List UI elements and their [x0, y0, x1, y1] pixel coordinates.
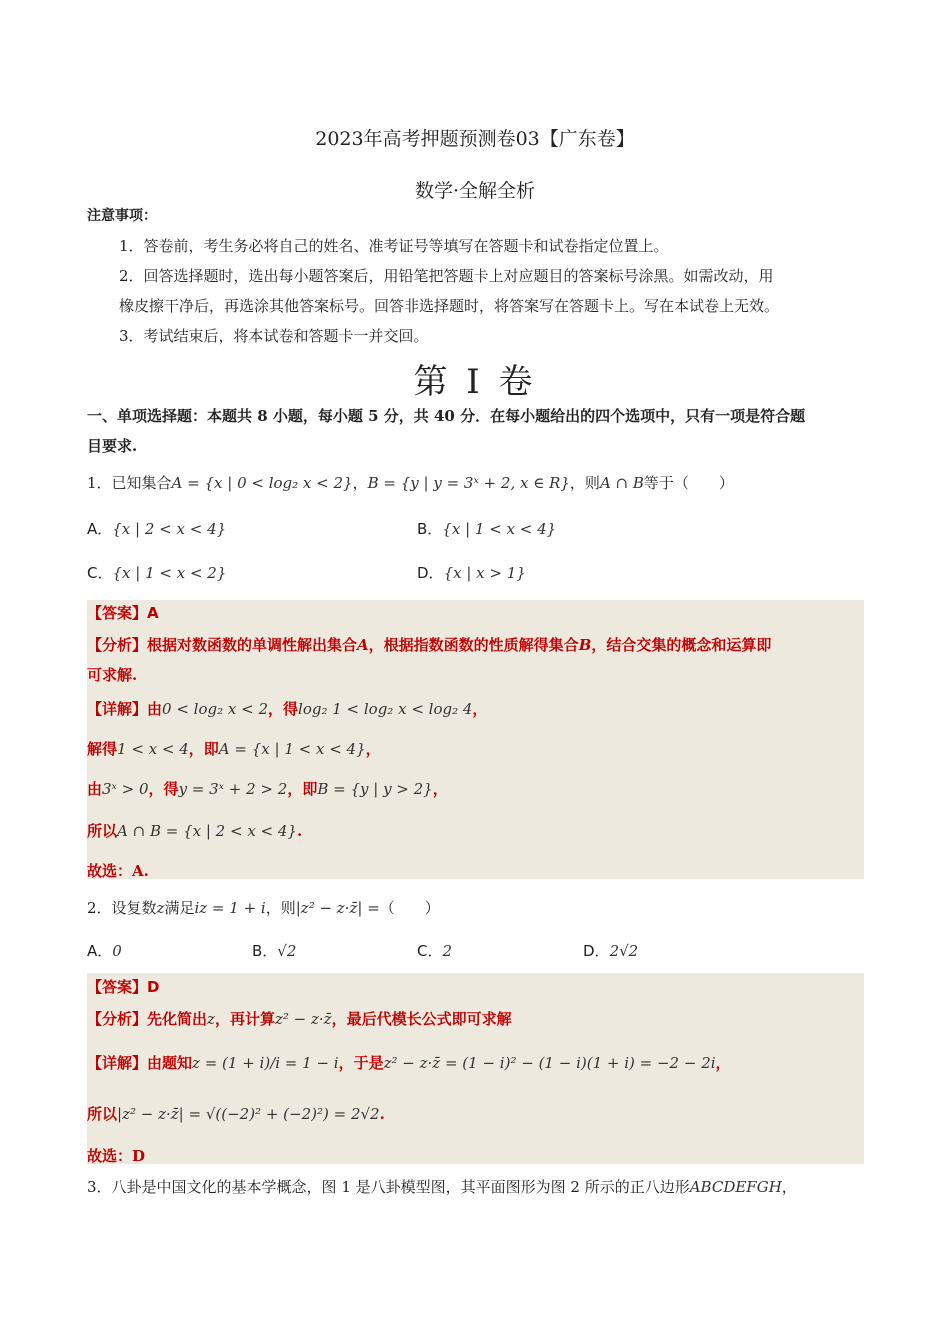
q1-comma: ， — [352, 474, 368, 492]
q1-stem — [87, 473, 734, 493]
page-title: 2023年高考押题预测卷03【广东卷】 — [315, 128, 635, 150]
q1-stem-b: ，则 — [569, 474, 600, 492]
q2-option-b: B．√2 — [252, 942, 297, 960]
q1-option-b: B．{x | 1 < x < 4} — [417, 520, 557, 538]
q1-detail-line-2: 解得1 < x < 4，即A = {x | 1 < x < 4}， — [87, 740, 381, 758]
q2-stem: 2．设复数z满足iz = 1 + i，则|z² − z·z̄| =（ ） — [87, 899, 440, 917]
q3-stem: 3．八卦是中国文化的基本学概念，图 1 是八卦模型图，其平面图形为图 2 所示的正八边形ABCDEFGH， — [87, 1178, 797, 1196]
q1-choose: 故选：A. — [87, 862, 149, 880]
q2-analysis: 【分析】先化简出z，再计算z² − z·z̄，最后代模长公式即可求解 — [87, 1010, 512, 1028]
page-subtitle: 数学·全解全析 — [414, 180, 536, 202]
notice-item-3: 3．考试结束后，将本试卷和答题卡一并交回。 — [119, 327, 429, 345]
q1-detail-line-3: 由3ˣ > 0，得y = 3ˣ + 2 > 2，即B = {y | y > 2}， — [87, 780, 448, 798]
q1-analysis: 【分析】根据对数函数的单调性解出集合A，根据指数函数的性质解得集合B，结合交集的概念和运算即 — [87, 636, 772, 654]
section-heading: 一、单项选择题：本题共 8 小题，每小题 5 分，共 40 分．在每小题给出的四个选项中，只有一项是符合题 — [87, 407, 806, 425]
q2-detail-line-1: 【详解】由题知z = (1 + i)/i = 1 − i，于是z² − z·z̄ = (1 − i)² − (1 − i)(1 + i) = −2 − 2i， — [87, 1054, 731, 1072]
q1-answer: 【答案】A — [87, 604, 159, 622]
q1-option-c: C．{x | 1 < x < 2} — [87, 564, 227, 582]
q2-detail-line-2: 所以|z² − z·z̄| = √((−2)² + (−2)²) = 2√2. — [87, 1105, 385, 1123]
q2-option-d: D．2√2 — [583, 942, 639, 960]
q1-option-a: A．{x | 2 < x < 4} — [87, 520, 227, 538]
q1-stem-a: 1．已知集合 — [87, 474, 172, 492]
q1-set-b: B = {y | y = 3ˣ + 2, x ∈ R} — [367, 474, 570, 492]
q2-option-a: A．0 — [87, 942, 122, 960]
section-heading-cont: 目要求. — [87, 437, 138, 455]
q1-expr: A ∩ B — [599, 474, 644, 492]
q2-answer: 【答案】D — [87, 978, 160, 996]
volume-heading: 第 I 卷 — [413, 362, 537, 402]
q1-option-d: D．{x | x > 1} — [417, 564, 526, 582]
q1-stem-c: 等于（ ） — [643, 474, 734, 492]
q2-choose: 故选：D — [87, 1147, 146, 1165]
q1-detail-line-1: 【详解】由0 < log₂ x < 2，得log₂ 1 < log₂ x < log₂ 4， — [87, 700, 488, 718]
q1-set-a: A = {x | 0 < log₂ x < 2} — [171, 474, 353, 492]
notice-item-2-cont: 橡皮擦干净后，再选涂其他答案标号。回答非选择题时，将答案写在答题卡上。写在本试卷上无效。 — [119, 297, 780, 315]
q1-detail-line-4: 所以A ∩ B = {x | 2 < x < 4}. — [87, 822, 303, 840]
notice-heading: 注意事项： — [87, 208, 157, 224]
notice-item-2: 2．回答选择题时，选出每小题答案后，用铅笔把答题卡上对应题目的答案标号涂黑。如需改动，用 — [119, 267, 774, 285]
q2-option-c: C．2 — [417, 942, 453, 960]
notice-item-1: 1．答卷前，考生务必将自己的姓名、准考证号等填写在答题卡和试卷指定位置上。 — [119, 237, 669, 255]
q1-analysis-cont: 可求解. — [87, 666, 138, 684]
